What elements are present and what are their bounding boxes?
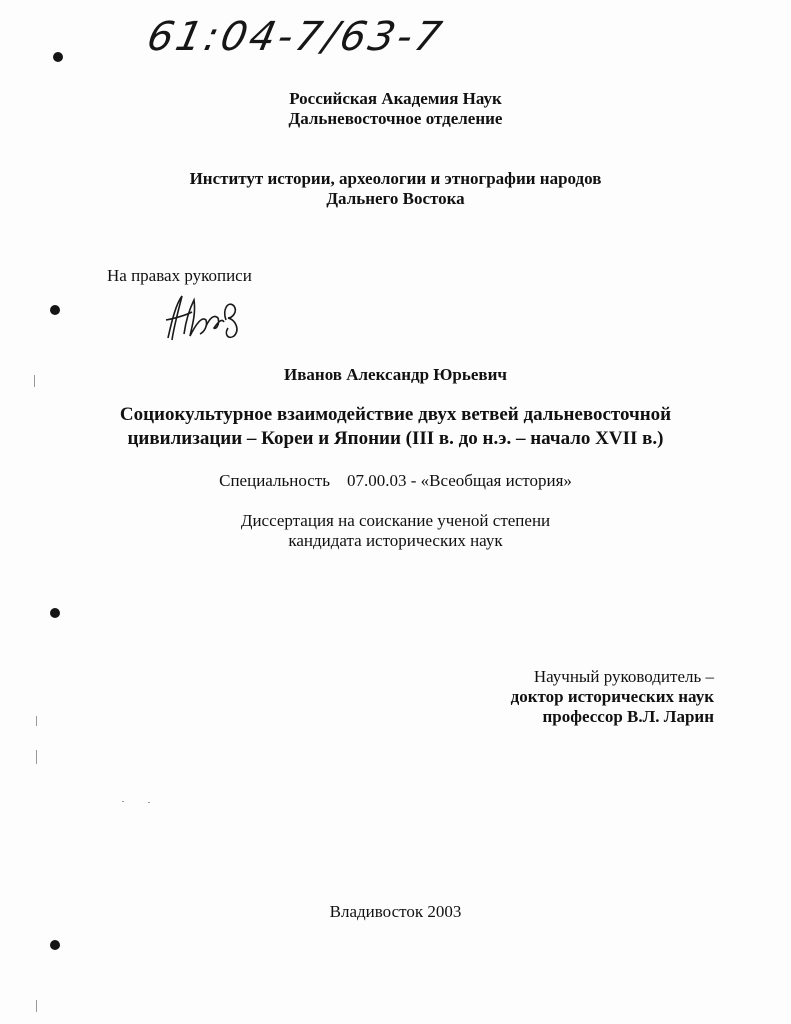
academy-name: Российская Академия Наук (289, 89, 502, 108)
scan-speck (122, 801, 124, 802)
scan-speck (36, 750, 37, 764)
punch-hole-mark (50, 305, 60, 315)
dissertation-title-line2: цивилизации – Кореи и Японии (III в. до н.э. – начало XVII в.) (127, 428, 664, 449)
specialty: Специальность 07.00.03 - «Всеобщая история» (219, 471, 572, 490)
punch-hole-mark (50, 608, 60, 618)
archive-number-handwritten: 61:04-7/63-7 (143, 14, 449, 60)
supervisor-name: профессор В.Л. Ларин (542, 707, 714, 726)
place-and-year: Владивосток 2003 (329, 902, 462, 921)
scan-speck (36, 716, 37, 726)
supervisor-degree: доктор исторических наук (510, 687, 714, 706)
dissertation-type-line1: Диссертация на соискание ученой степени (240, 511, 551, 530)
author-name: Иванов Александр Юрьевич (284, 365, 507, 384)
author-signature (162, 290, 242, 346)
dissertation-title-line1: Социокультурное взаимодействие двух ветвей дальневосточной (119, 404, 672, 425)
punch-hole-mark (53, 52, 63, 62)
punch-hole-mark (50, 940, 60, 950)
institute-name-line1: Институт истории, археологии и этнографии народов (189, 169, 602, 188)
supervisor-role: Научный руководитель – (533, 667, 714, 686)
institute-name-line2: Дальнего Востока (326, 189, 465, 208)
manuscript-rights-note: На правах рукописи (107, 266, 252, 285)
scan-speck (148, 802, 150, 803)
dissertation-type-line2: кандидата исторических наук (288, 531, 503, 550)
scan-speck (36, 1000, 37, 1012)
academy-branch: Дальневосточное отделение (288, 109, 503, 128)
